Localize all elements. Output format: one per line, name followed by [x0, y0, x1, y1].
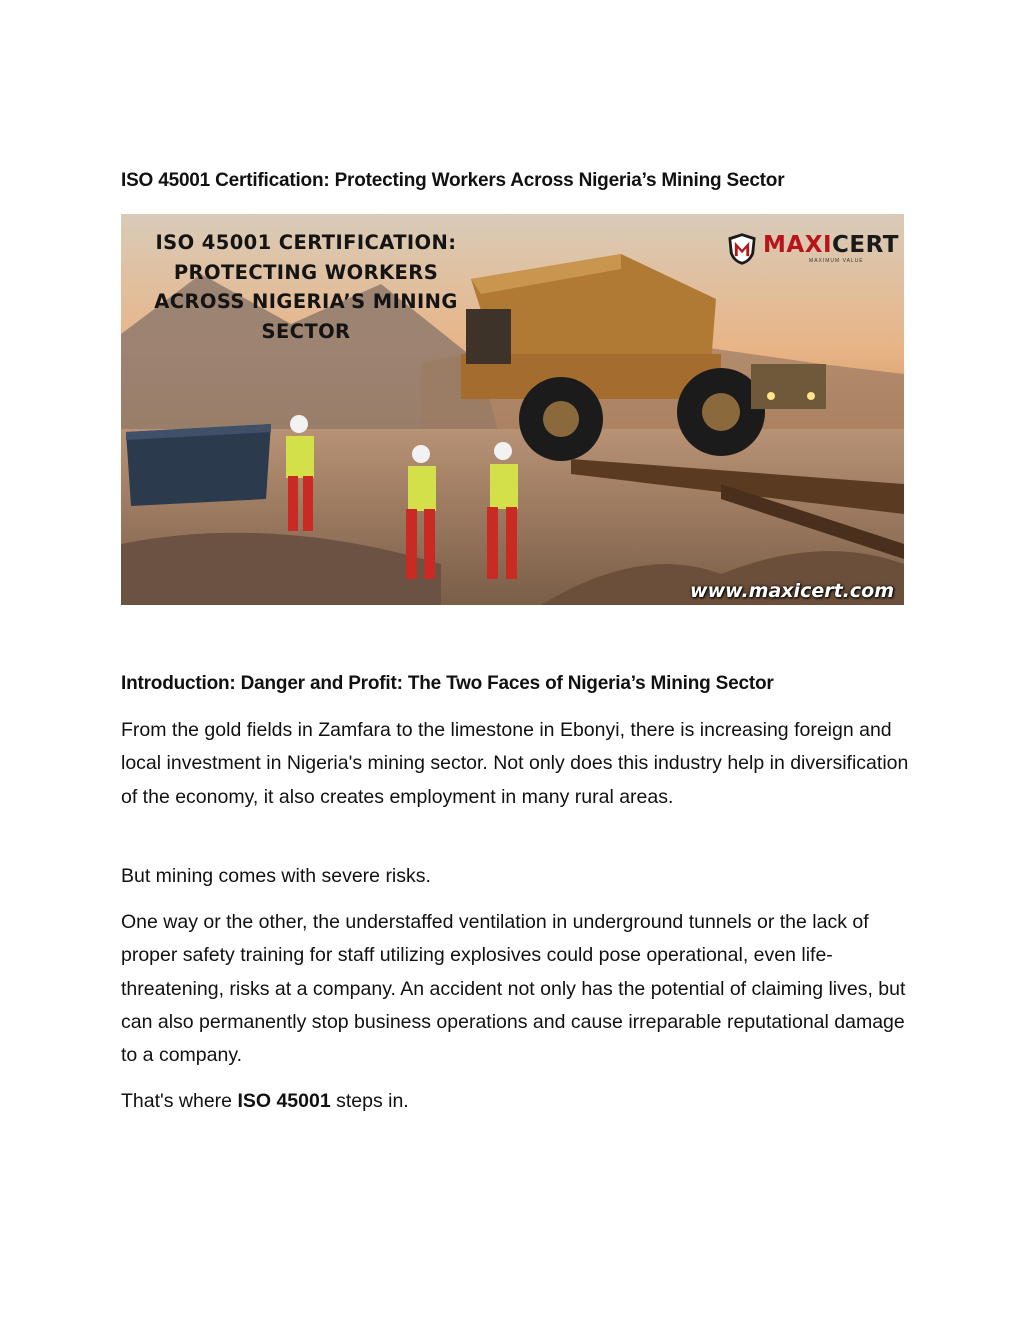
logo-tagline: MAXIMUM VALUE [809, 258, 864, 264]
paragraph-bold-text: ISO 45001 [237, 1090, 331, 1112]
hero-url: www.maxicert.com [690, 580, 894, 602]
paragraph: But mining comes with severe risks. [121, 865, 431, 887]
hero-headline-line: SECTOR [261, 319, 351, 343]
hero-headline-line: ISO 45001 CERTIFICATION: [155, 231, 457, 254]
hero-image [121, 214, 904, 605]
hero-headline [121, 228, 491, 346]
maxicert-logo [727, 222, 899, 276]
hero-headline-line: PROTECTING WORKERS [173, 260, 439, 284]
paragraph-text: That's where [121, 1090, 238, 1112]
page-title: ISO 45001 Certification: Protecting Workers Across Nigeria’s Mining Sector [121, 170, 785, 191]
section-heading: Introduction: Danger and Profit: The Two Faces of Nigeria’s Mining Sector [121, 673, 774, 694]
paragraph-text: steps in. [330, 1090, 409, 1112]
logo-prefix: MAXI [763, 232, 833, 258]
shield-logo-icon [727, 225, 757, 273]
logo-suffix: CERT [832, 232, 899, 258]
paragraph: One way or the other, the understaffed ventilation in underground tunnels or the lack of proper safety training for staff utilizing explosives could pose operational, even life-threatening, risks at a company. An accident not only has the potential of claiming lives, but can also permanently stop business operations and cause irreparable reputational damage to a company. [121, 911, 906, 1067]
logo-wordmark [763, 234, 899, 257]
hero-headline-line: ACROSS NIGERIA’S MINING [154, 290, 458, 313]
paragraph [121, 1085, 911, 1118]
paragraph: From the gold fields in Zamfara to the limestone in Ebonyi, there is increasing foreign and local investment in Nigeria's mining sector. Not only does this industry help in diversification of the economy, it also creates employment in many rural areas. [121, 719, 909, 808]
